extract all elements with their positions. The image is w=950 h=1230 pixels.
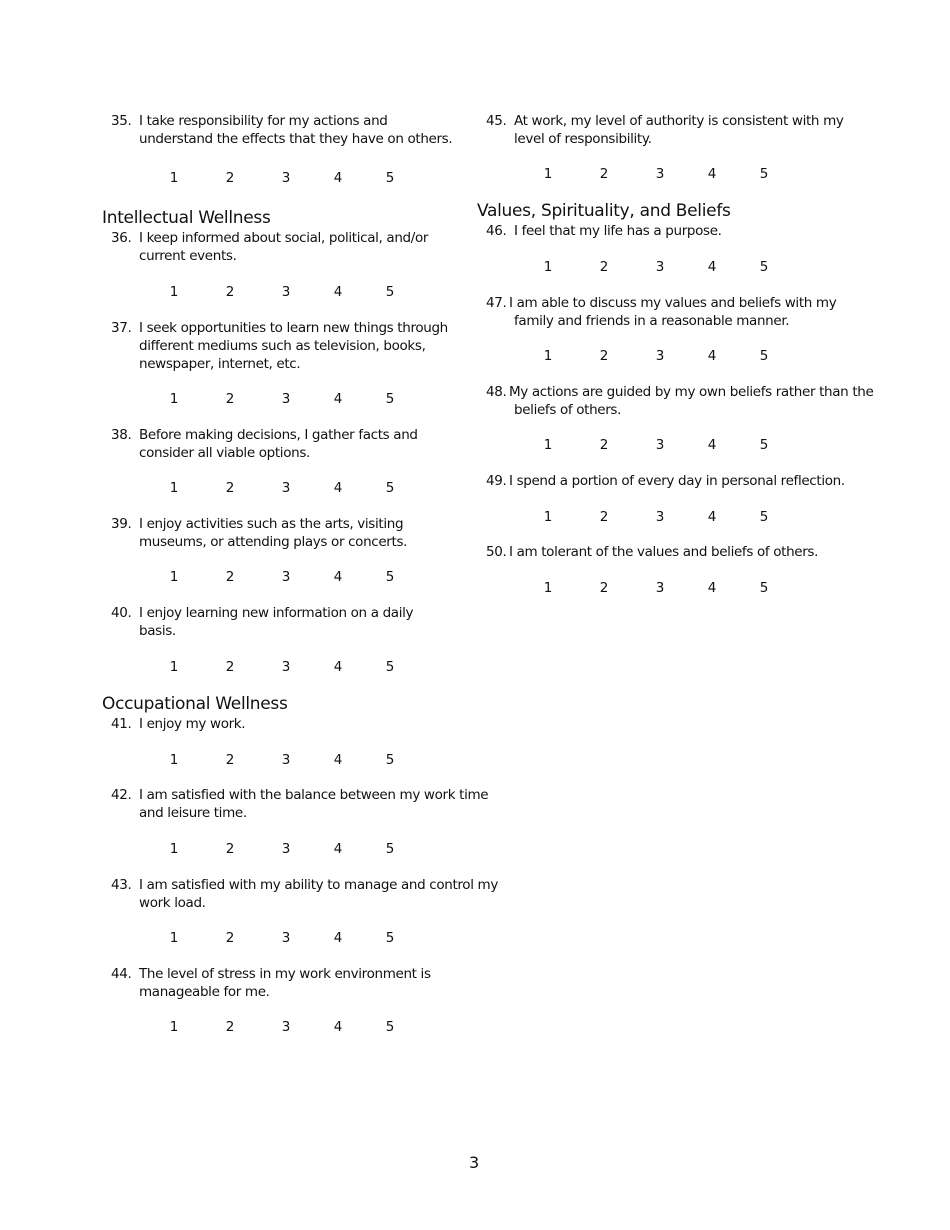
question-text: family and friends in a reasonable manner. [514, 313, 790, 329]
question-text: museums, or attending plays or concerts. [139, 534, 408, 550]
rating-option[interactable]: 2 [225, 659, 235, 675]
rating-option[interactable]: 2 [599, 348, 609, 364]
question-number: 47. [486, 295, 507, 311]
rating-option[interactable]: 5 [385, 752, 395, 768]
rating-option[interactable]: 5 [759, 437, 769, 453]
rating-option[interactable]: 3 [655, 166, 665, 182]
rating-option[interactable]: 4 [333, 1019, 343, 1035]
rating-option[interactable]: 3 [281, 841, 291, 857]
rating-option[interactable]: 2 [599, 259, 609, 275]
question-text: different mediums such as television, books, [139, 338, 426, 354]
question-text: At work, my level of authority is consistent with my [514, 113, 844, 129]
question-text: I enjoy learning new information on a daily [139, 605, 414, 621]
rating-option[interactable]: 2 [599, 509, 609, 525]
question-number: 44. [111, 966, 132, 982]
question-text: Before making decisions, I gather facts and [139, 427, 418, 443]
rating-option[interactable]: 1 [169, 1019, 179, 1035]
rating-option[interactable]: 1 [169, 569, 179, 585]
rating-option[interactable]: 1 [169, 930, 179, 946]
question-45 [486, 112, 844, 148]
rating-option[interactable]: 5 [385, 569, 395, 585]
rating-option[interactable]: 1 [169, 659, 179, 675]
question-text: newspaper, internet, etc. [139, 356, 301, 372]
rating-option[interactable]: 2 [225, 284, 235, 300]
question-text: understand the effects that they have on others. [139, 131, 453, 147]
rating-option[interactable]: 5 [385, 170, 395, 186]
question-50 [486, 543, 819, 561]
rating-option[interactable]: 4 [707, 166, 717, 182]
question-number: 38. [111, 427, 132, 443]
rating-option[interactable]: 3 [281, 659, 291, 675]
rating-option[interactable]: 1 [543, 580, 553, 596]
rating-option[interactable]: 3 [655, 259, 665, 275]
question-number: 36. [111, 230, 132, 246]
question-46 [486, 222, 722, 240]
rating-option[interactable]: 4 [333, 284, 343, 300]
question-text: I spend a portion of every day in personal reflection. [509, 473, 845, 489]
rating-option[interactable]: 2 [225, 391, 235, 407]
rating-option[interactable]: 3 [281, 391, 291, 407]
rating-option[interactable]: 4 [333, 569, 343, 585]
rating-option[interactable]: 1 [169, 391, 179, 407]
question-number: 50. [486, 544, 507, 560]
rating-option[interactable]: 3 [281, 1019, 291, 1035]
question-44 [111, 965, 431, 1001]
rating-option[interactable]: 1 [169, 841, 179, 857]
question-38 [111, 426, 418, 462]
rating-option[interactable]: 3 [655, 509, 665, 525]
question-39 [111, 515, 407, 551]
question-47 [486, 294, 837, 330]
rating-option[interactable]: 5 [759, 580, 769, 596]
question-42 [111, 786, 489, 822]
rating-option[interactable]: 5 [385, 1019, 395, 1035]
rating-option[interactable]: 2 [225, 480, 235, 496]
rating-option[interactable]: 2 [225, 930, 235, 946]
question-text: I take responsibility for my actions and [139, 113, 388, 129]
rating-option[interactable]: 4 [333, 480, 343, 496]
rating-option[interactable]: 4 [707, 348, 717, 364]
rating-option[interactable]: 1 [543, 348, 553, 364]
question-text: and leisure time. [139, 805, 247, 821]
rating-option[interactable]: 5 [759, 166, 769, 182]
question-number: 40. [111, 605, 132, 621]
question-43 [111, 876, 499, 912]
rating-option[interactable]: 1 [169, 170, 179, 186]
rating-option[interactable]: 1 [543, 259, 553, 275]
question-number: 45. [486, 113, 507, 129]
rating-option[interactable]: 3 [281, 569, 291, 585]
rating-option[interactable]: 3 [655, 348, 665, 364]
rating-option[interactable]: 2 [225, 752, 235, 768]
question-text: My actions are guided by my own beliefs rather than the [509, 384, 874, 400]
rating-option[interactable]: 3 [281, 284, 291, 300]
question-text: I enjoy my work. [139, 716, 246, 732]
question-number: 48. [486, 384, 507, 400]
question-number: 35. [111, 113, 132, 129]
question-text: The level of stress in my work environment is [139, 966, 431, 982]
section-heading-values: Values, Spirituality, and Beliefs [477, 201, 731, 221]
question-text: I am satisfied with the balance between my work time [139, 787, 489, 803]
rating-option[interactable]: 4 [707, 580, 717, 596]
section-heading-occupational: Occupational Wellness [102, 694, 288, 714]
rating-option[interactable]: 3 [281, 480, 291, 496]
question-text: consider all viable options. [139, 445, 310, 461]
question-text: I enjoy activities such as the arts, visiting [139, 516, 404, 532]
question-35 [111, 112, 452, 148]
rating-option[interactable]: 2 [225, 1019, 235, 1035]
rating-option[interactable]: 2 [225, 841, 235, 857]
rating-option[interactable]: 5 [385, 391, 395, 407]
rating-option[interactable]: 5 [759, 348, 769, 364]
question-number: 49. [486, 473, 507, 489]
rating-option[interactable]: 1 [169, 284, 179, 300]
rating-option[interactable]: 5 [385, 480, 395, 496]
rating-option[interactable]: 5 [759, 259, 769, 275]
question-40 [111, 604, 414, 640]
section-heading-intellectual: Intellectual Wellness [102, 208, 271, 228]
rating-option[interactable]: 5 [385, 930, 395, 946]
rating-option[interactable]: 1 [543, 437, 553, 453]
rating-option[interactable]: 2 [599, 580, 609, 596]
rating-option[interactable]: 3 [281, 752, 291, 768]
rating-option[interactable]: 2 [225, 170, 235, 186]
rating-option[interactable]: 5 [385, 841, 395, 857]
rating-option[interactable]: 3 [281, 170, 291, 186]
question-number: 37. [111, 320, 132, 336]
rating-option[interactable]: 4 [333, 841, 343, 857]
question-text: basis. [139, 623, 176, 639]
rating-option[interactable]: 4 [333, 930, 343, 946]
rating-option[interactable]: 1 [169, 752, 179, 768]
question-number: 42. [111, 787, 132, 803]
rating-option[interactable]: 3 [655, 580, 665, 596]
question-number: 41. [111, 716, 132, 732]
question-text: I feel that my life has a purpose. [514, 223, 722, 239]
question-text: I keep informed about social, political, and/or [139, 230, 429, 246]
rating-option[interactable]: 4 [333, 752, 343, 768]
rating-option[interactable]: 4 [707, 509, 717, 525]
rating-option[interactable]: 4 [707, 437, 717, 453]
question-text: I am tolerant of the values and beliefs of others. [509, 544, 819, 560]
rating-option[interactable]: 1 [169, 480, 179, 496]
rating-option[interactable]: 5 [759, 509, 769, 525]
question-text: current events. [139, 248, 237, 264]
rating-option[interactable]: 4 [333, 391, 343, 407]
question-number: 46. [486, 223, 507, 239]
page-number: 3 [469, 1153, 480, 1172]
rating-option[interactable]: 2 [599, 166, 609, 182]
question-text: manageable for me. [139, 984, 270, 1000]
rating-option[interactable]: 3 [281, 930, 291, 946]
rating-option[interactable]: 1 [543, 509, 553, 525]
question-text: work load. [139, 895, 206, 911]
rating-option[interactable]: 4 [333, 170, 343, 186]
rating-option[interactable]: 5 [385, 284, 395, 300]
rating-option[interactable]: 1 [543, 166, 553, 182]
question-37 [111, 319, 448, 373]
question-text: beliefs of others. [514, 402, 622, 418]
question-number: 39. [111, 516, 132, 532]
rating-option[interactable]: 2 [599, 437, 609, 453]
question-49 [486, 472, 845, 490]
rating-option[interactable]: 3 [655, 437, 665, 453]
rating-option[interactable]: 4 [707, 259, 717, 275]
rating-option[interactable]: 2 [225, 569, 235, 585]
rating-option[interactable]: 4 [333, 659, 343, 675]
question-text: I seek opportunities to learn new things through [139, 320, 448, 336]
question-text: I am satisfied with my ability to manage and control my [139, 877, 499, 893]
question-36 [111, 229, 429, 265]
rating-option[interactable]: 5 [385, 659, 395, 675]
question-text: I am able to discuss my values and beliefs with my [509, 295, 837, 311]
question-number: 43. [111, 877, 132, 893]
question-text: level of responsibility. [514, 131, 652, 147]
question-41 [111, 715, 246, 733]
question-48 [486, 383, 874, 419]
